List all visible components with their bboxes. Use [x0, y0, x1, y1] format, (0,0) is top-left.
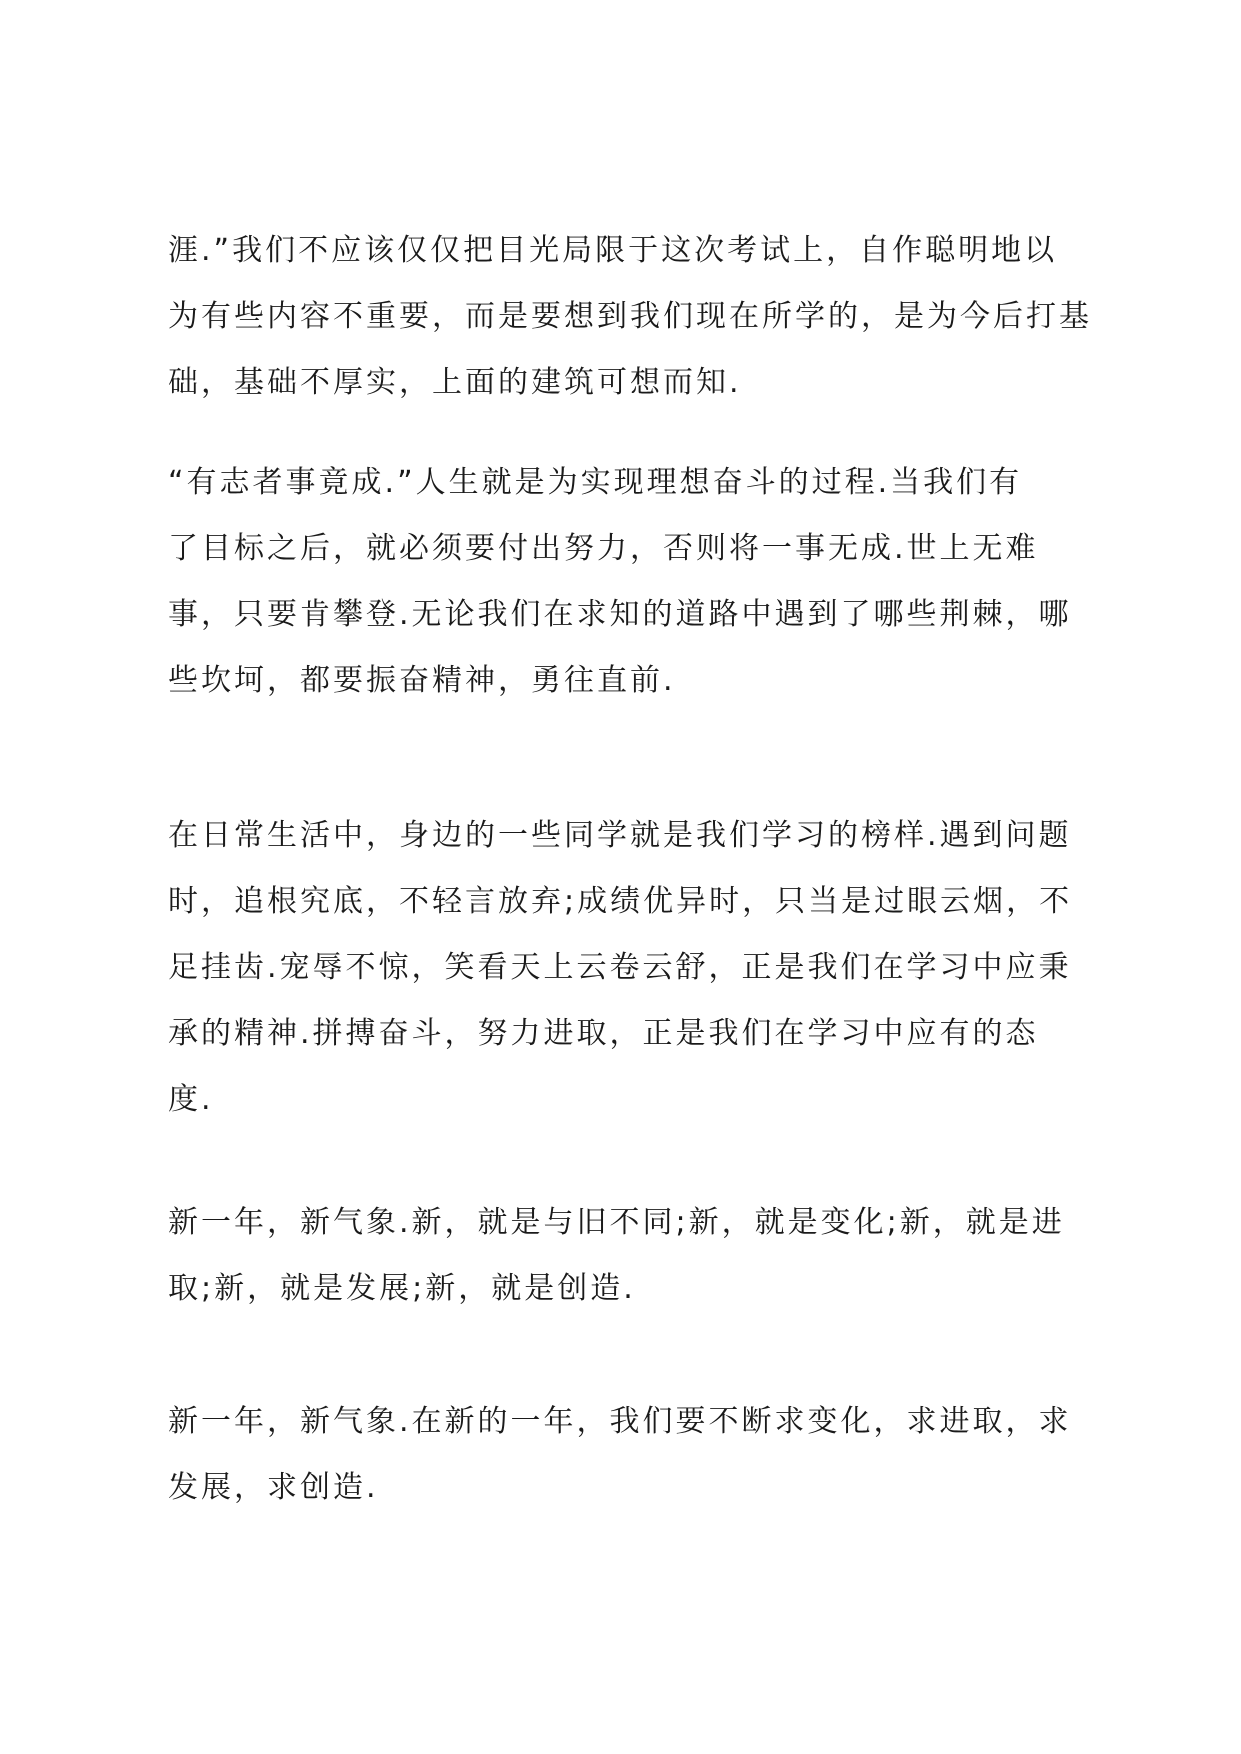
text-line: 时，追根究底，不轻言放弃;成绩优异时，只当是过眼云烟，不 — [168, 884, 1073, 919]
text-line: 些坎坷，都要振奋精神，勇往直前. — [168, 663, 676, 698]
text-line: 度. — [168, 1082, 214, 1117]
text-line: 为有些内容不重要，而是要想到我们现在所学的，是为今后打基 — [168, 299, 1092, 334]
text-line: 承的精神.拼搏奋斗，努力进取，正是我们在学习中应有的态 — [168, 1016, 1039, 1051]
paragraph-1 — [168, 218, 1098, 416]
text-line: 取;新，就是发展;新，就是创造. — [168, 1271, 636, 1306]
text-line: “有志者事竟成.”人生就是为实现理想奋斗的过程.当我们有 — [168, 465, 1023, 500]
paragraph-3 — [168, 803, 1098, 1133]
text-line: 新一年，新气象.在新的一年，我们要不断求变化，求进取，求 — [168, 1404, 1072, 1439]
text-line: 涯.”我们不应该仅仅把目光局限于这次考试上，自作聪明地以 — [168, 233, 1058, 268]
paragraph-4 — [168, 1190, 1098, 1322]
text-line: 了目标之后，就必须要付出努力，否则将一事无成.世上无难 — [168, 531, 1039, 566]
text-line: 足挂齿.宠辱不惊，笑看天上云卷云舒，正是我们在学习中应秉 — [168, 950, 1072, 985]
text-line: 发展，求创造. — [168, 1470, 379, 1505]
text-line: 础，基础不厚实，上面的建筑可想而知. — [168, 365, 742, 400]
paragraph-2 — [168, 450, 1098, 714]
paragraph-5 — [168, 1389, 1098, 1521]
text-line: 新一年，新气象.新，就是与旧不同;新，就是变化;新，就是进 — [168, 1205, 1065, 1240]
text-line: 在日常生活中，身边的一些同学就是我们学习的榜样.遇到问题 — [168, 818, 1072, 853]
text-line: 事，只要肯攀登.无论我们在求知的道路中遇到了哪些荆棘，哪 — [168, 597, 1072, 632]
